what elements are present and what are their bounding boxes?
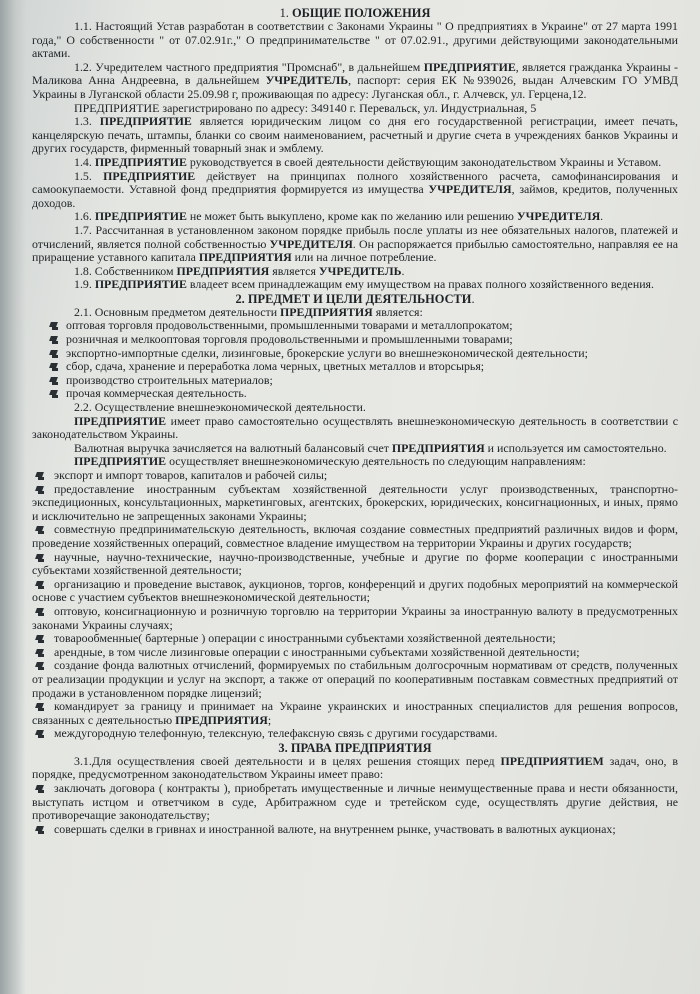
paragraph-2-1: 2.1. Основным предметом деятельности ПРЕДПРИЯТИЯ является:	[74, 304, 423, 319]
section-number: 3.	[278, 740, 288, 755]
paragraph-registration: ПРЕДПРИЯТИЕ зарегистрировано по адресу: 349140 г. Перевальск, ул. Индустриальная, 5	[74, 100, 537, 115]
section-title: ПРАВА ПРЕДПРИЯТИЯ	[290, 740, 432, 755]
list-item: оптовая торговля продовольственными, промышленными товарами и металлопрокатом;	[32, 319, 678, 333]
paragraph-1-5: 1.5. ПРЕДПРИЯТИЕ действует на принципах полного хозяйственного расчета, самофинансирования и самоокупаемости. Уставной фонд предприятия формируется из имущества УЧРЕДИТЕЛЯ, займов, кредитов, полученных доходов.	[32, 168, 678, 210]
list-item: оптовую, консигнационную и розничную торговлю на территории Украины за иностранную валюту в предусмотренных законами Украины случаях;	[32, 603, 678, 632]
list-item: предоставление иностранным субъектам хозяйственной деятельности услуг производственных, транспортно-экспедиционных, консультационных, маркетинговых, агентских, брокерских, юридических, консигнационных, и иных, прямо и исключительно не запрещенных законами Украины;	[32, 481, 678, 523]
bullet-icon	[36, 580, 45, 589]
list-item: междугородную телефонную, телексную, телефаксную связь с другими государствами.	[32, 727, 678, 741]
bullet-icon	[50, 362, 59, 371]
bullet-icon	[36, 784, 45, 793]
paragraph-1-7: 1.7. Рассчитанная в установленном законом порядке прибыль после уплаты из нее обязательных налогов, платежей и отчислений, является полной собственностью УЧРЕДИТЕЛЯ. Он распоряжается прибылью самостоятельно, направляя ее на приращение уставного капитала ПРЕДПРИЯТИЯ или на личное потребление.	[32, 222, 678, 265]
bullet-icon	[50, 349, 59, 358]
paragraph-1-1: 1.1. Настоящий Устав разработан в соответствии с Законами Украины " О предприятиях в Украине" от 27 марта 1991 года," О собственности " от 07.02.91г.," О предпринимательстве " от 07.02.91., другими действующими законодательными актами.	[32, 19, 678, 61]
bullet-icon	[36, 553, 45, 562]
list-item: научные, научно-технические, научно-производственные, учебные и другие по форме кооперации с иностранными субъектами хозяйственной деятельности;	[32, 549, 678, 578]
bullet-icon	[36, 525, 45, 534]
bullet-icon	[50, 321, 59, 330]
bullet-icon	[36, 702, 45, 711]
paragraph-1-2: 1.2. Учредителем частного предприятия "Промснаб", в дальнейшем ПРЕДПРИЯТИЕ, является гражданка Украины - Маликова Анна Андреевна, в дальнейшем УЧРЕДИТЕЛЬ, паспорт: серия ЕК №939026, выдан Алчевским ГО УМВД Украины в Луганской области 25.09.98 г, проживающая по адресу: Луганская обл., г. Алчевск, ул. Герцена,12.	[32, 59, 678, 101]
list-item: прочая коммерческая деятельность.	[32, 387, 678, 401]
list-item: заключать договора ( контракты ), приобретать имущественные и личные неимущественные права и нести обязанности, выступать истцом и ответчиком в суде, Арбитражном суде и третейском суде, осуществлять другие действия, не противоречащие законодательству;	[32, 781, 678, 823]
bullet-icon	[36, 607, 45, 616]
paragraph-1-9: 1.9. ПРЕДПРИЯТИЕ владеет всем принадлежащим ему имуществом на правах полного хозяйственного ведения.	[74, 277, 654, 292]
bullet-icon	[36, 634, 45, 643]
list-item: командирует за границу и принимает на Украине украинских и иностранных специалистов для решения вопросов, связанных с деятельностью ПРЕДПРИЯТИЯ;	[32, 699, 678, 727]
bullet-icon	[36, 825, 45, 834]
bullet-icon	[50, 389, 59, 398]
list-item: производство строительных материалов;	[32, 374, 678, 388]
list-item: товарообменные( бартерные ) операции с иностранными субъектами хозяйственной деятельности;	[32, 632, 678, 646]
paragraph-2-2-rights: ПРЕДПРИЯТИЕ имеет право самостоятельно осуществлять внешнеэкономическую деятельность в соответствии с законодательством Украины.	[32, 413, 678, 442]
bullet-icon	[36, 485, 45, 494]
paragraph-2-2: 2.2. Осуществление внешнеэкономической деятельности.	[74, 400, 366, 415]
bullet-icon	[36, 729, 45, 738]
activity-list	[32, 319, 678, 401]
list-item: арендные, в том числе лизинговые операции с иностранными субъектами хозяйственной деятельности;	[32, 646, 678, 660]
list-item: организацию и проведение выставок, аукционов, торгов, конференций и других подобных мероприятий на коммерческой основе с участием субъектов внешнеэкономической деятельности;	[32, 576, 678, 605]
list-item: создание фонда валютных отчислений, формируемых по стабильным долгосрочным нормативам от средств, полученных от реализации продукции и услуг на экспорт, а также от операций по кооперативным поставкам совместных предприятий от продажи в установленном порядке лицензий;	[32, 658, 678, 700]
list-item: экспортно-импортные сделки, лизинговые, брокерские услуги во внешнеэкономической деятельности;	[32, 347, 678, 361]
section-2-heading: 2. ПРЕДМЕТ И ЦЕЛИ ДЕЯТЕЛЬНОСТИ.	[235, 291, 475, 306]
paragraph-1-6: 1.6. ПРЕДПРИЯТИЕ не может быть выкуплено, кроме как по желанию или решению УЧРЕДИТЕЛЯ.	[74, 209, 604, 224]
paragraph-3-1: 3.1.Для осуществления своей деятельности и в целях решения стоящих перед ПРЕДПРИЯТИЕМ задач, оно, в порядке, предусмотренном законодательством Украины имеет право:	[32, 753, 678, 782]
list-item: сбор, сдача, хранение и переработка лома черных, цветных металлов и вторсырья;	[32, 360, 678, 374]
paragraph-2-2-currency: Валютная выручка зачисляется на валютный балансовый счет ПРЕДПРИЯТИЯ и используется им самостоятельно.	[74, 440, 667, 455]
list-item: розничная и мелкооптовая торговля продовольственными и промышленными товарами;	[32, 333, 678, 347]
paragraph-1-8: 1.8. Собственником ПРЕДПРИЯТИЯ является УЧРЕДИТЕЛЬ.	[74, 263, 405, 278]
section-number: 2.	[235, 291, 245, 306]
bullet-icon	[36, 648, 45, 657]
paragraph-1-4: 1.4. ПРЕДПРИЯТИЕ руководствуется в своей деятельности действующим законодательством Украины и Уставом.	[74, 154, 662, 169]
section-3-heading	[32, 741, 678, 755]
paragraph-2-2-directions: ПРЕДПРИЯТИЕ осуществляет внешнеэкономическую деятельность по следующим направлениям:	[74, 454, 586, 469]
paragraph-1-3: 1.3. ПРЕДПРИЯТИЕ является юридическим лицом со дня его государственной регистрации, имеет печать, канцелярскую печать, штампы, бланки со своим наименованием, расчетный и другие счета в учреждениях банков Украины и других государств, фирменный товарный знак и эмблему.	[32, 114, 678, 156]
bullet-icon	[50, 376, 59, 385]
section-1-heading	[32, 6, 678, 20]
bullet-icon	[36, 661, 45, 670]
section-title: ОБЩИЕ ПОЛОЖЕНИЯ	[292, 6, 431, 20]
foreign-activity-list	[32, 469, 678, 741]
bullet-icon	[50, 335, 59, 344]
list-item: совершать сделки в гривнах и иностранной валюте, на внутреннем рынке, участвовать в валютных аукционах;	[32, 823, 678, 837]
list-item: экспорт и импорт товаров, капиталов и рабочей силы;	[32, 469, 678, 483]
section-number: 1.	[279, 6, 289, 20]
section-title: ПРЕДМЕТ И ЦЕЛИ ДЕЯТЕЛЬНОСТИ	[247, 291, 472, 306]
list-item: совместную предпринимательскую деятельность, включая создание совместных предприятий различных видов и форм, проведение хозяйственных операций, совместное владение имуществом на территории Украины и других государств;	[32, 522, 678, 550]
rights-list	[32, 782, 678, 836]
bullet-icon	[36, 471, 45, 480]
